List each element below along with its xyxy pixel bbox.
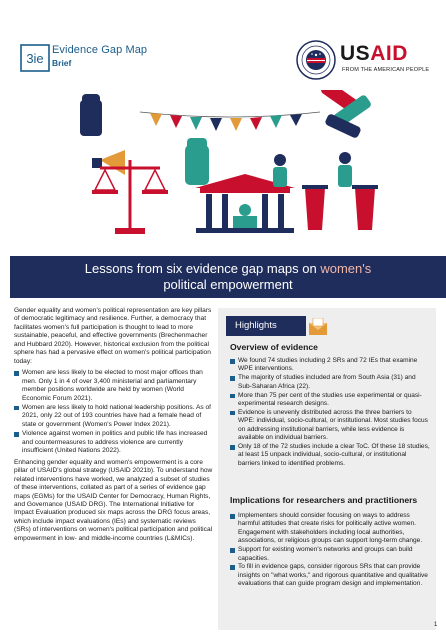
overview-bullet-list (230, 357, 430, 469)
highlights-panel (218, 308, 436, 630)
list-item: Evidence is unevenly distributed across the three barriers to WPE: individual, socio-cultural, or institutional. Most studies focus on addressing institutional barriers, while less evidence is available on individual barriers. (230, 409, 430, 443)
highlights-tab (226, 316, 306, 336)
list-item: We found 74 studies including 2 SRs and 72 IEs that examine WPE interventions. (230, 357, 430, 374)
list-item: To fill in evidence gaps, consider rigorous SRs that can provide insights on "what works," and rigorous quantitative and qualitative evaluations that can guide program design and implementation. (230, 563, 430, 588)
implications-bullet-list (230, 512, 430, 589)
implications-heading: Implications for researchers and practitioners (230, 495, 418, 505)
brief-header (0, 0, 446, 260)
brief-main-title-part1: Lessons from six evidence gap maps on (84, 261, 321, 276)
closing-paragraph: Enhancing gender equality and women's empowerment is a core pillar of USAID's global strategy (USAID 2021b). To understand how related interventions have worked, we analyzed a subset of studies of these interventions, collated as part of a series of evidence gap maps (EGMs) for the USAID Center for Democracy, Human Rights, and Governance (USAID DRG). The International Initiative for Impact Evaluation produced six maps across the DRG focus areas, which include impact evaluations (IEs) and systematic reviews (SRs) of interventions on women's political participation and political empowerment in low- and middle-income countries (L&MICs). (14, 458, 213, 542)
brief-main-title-accent: women's (320, 261, 372, 276)
political-empowerment-illustration-icon (70, 90, 400, 240)
overview-heading: Overview of evidence (230, 342, 318, 352)
3ie-logo-icon (20, 44, 50, 72)
egm-brief-label: Brief (52, 58, 72, 68)
left-column-body (14, 307, 214, 546)
brief-main-title (10, 261, 446, 293)
context-bullet-list (14, 369, 214, 456)
list-item: Women are less likely to be elected to most major offices than men. Only 1 in 4 of over 3,400 ministerial and parliamentary member positions worldwide are held by women (World Economic Forum 2021). (14, 369, 214, 403)
usaid-tagline: FROM THE AMERICAN PEOPLE (342, 67, 430, 73)
usaid-wordmark-us: US (340, 42, 371, 65)
brief-main-title-part2: political empowerment (163, 277, 293, 292)
list-item: Implementers should consider focusing on ways to address harmful attitudes that create risks for politically active women. Engagement with stakeholders including local authorities, associations, or religious groups can support long-term change. (230, 512, 430, 546)
list-item: More than 75 per cent of the studies use experimental or quasi-experimental research designs. (230, 392, 430, 409)
envelope-icon (308, 318, 328, 336)
title-banner (10, 256, 446, 298)
usaid-wordmark (340, 42, 408, 66)
list-item: Women are less likely to hold national leadership positions. As of 2021, only 22 out of 193 countries have had a female head of state or government (Women's Power Index 2021). (14, 404, 214, 429)
list-item: The majority of studies included are from South Asia (31) and Sub-Saharan Africa (22). (230, 374, 430, 391)
egm-title: Evidence Gap Map (52, 44, 148, 56)
highlights-label: Highlights (235, 320, 277, 331)
list-item: Only 18 of the 72 studies include a clear ToC. Of these 18 studies, at least 15 unpack individual, socio-cultural, or institutional barriers linked to identified problems. (230, 443, 430, 468)
list-item: Violence against women in politics and public life has increased and countermeasures to address violence are currently insufficient (United Nations 2022). (14, 430, 214, 455)
list-item: Support for existing women's networks and groups can build capacities. (230, 546, 430, 563)
page-number: 1 (434, 622, 438, 628)
usaid-seal-icon (296, 40, 336, 80)
intro-paragraph: Gender equality and women's political representation are key pillars of democratic legitimacy and resilience. Further, a democracy that facilitates women's full participation is thought to lead to more sustainable, peaceful, and effective governments (Brechenmacher and Hubbard 2020). However, historical exclusion from the political sphere has had a pervasive effect on women's political participation today: (14, 307, 212, 365)
3ie-logo-text: 3ie (26, 51, 44, 66)
usaid-wordmark-aid: AID (370, 42, 408, 65)
